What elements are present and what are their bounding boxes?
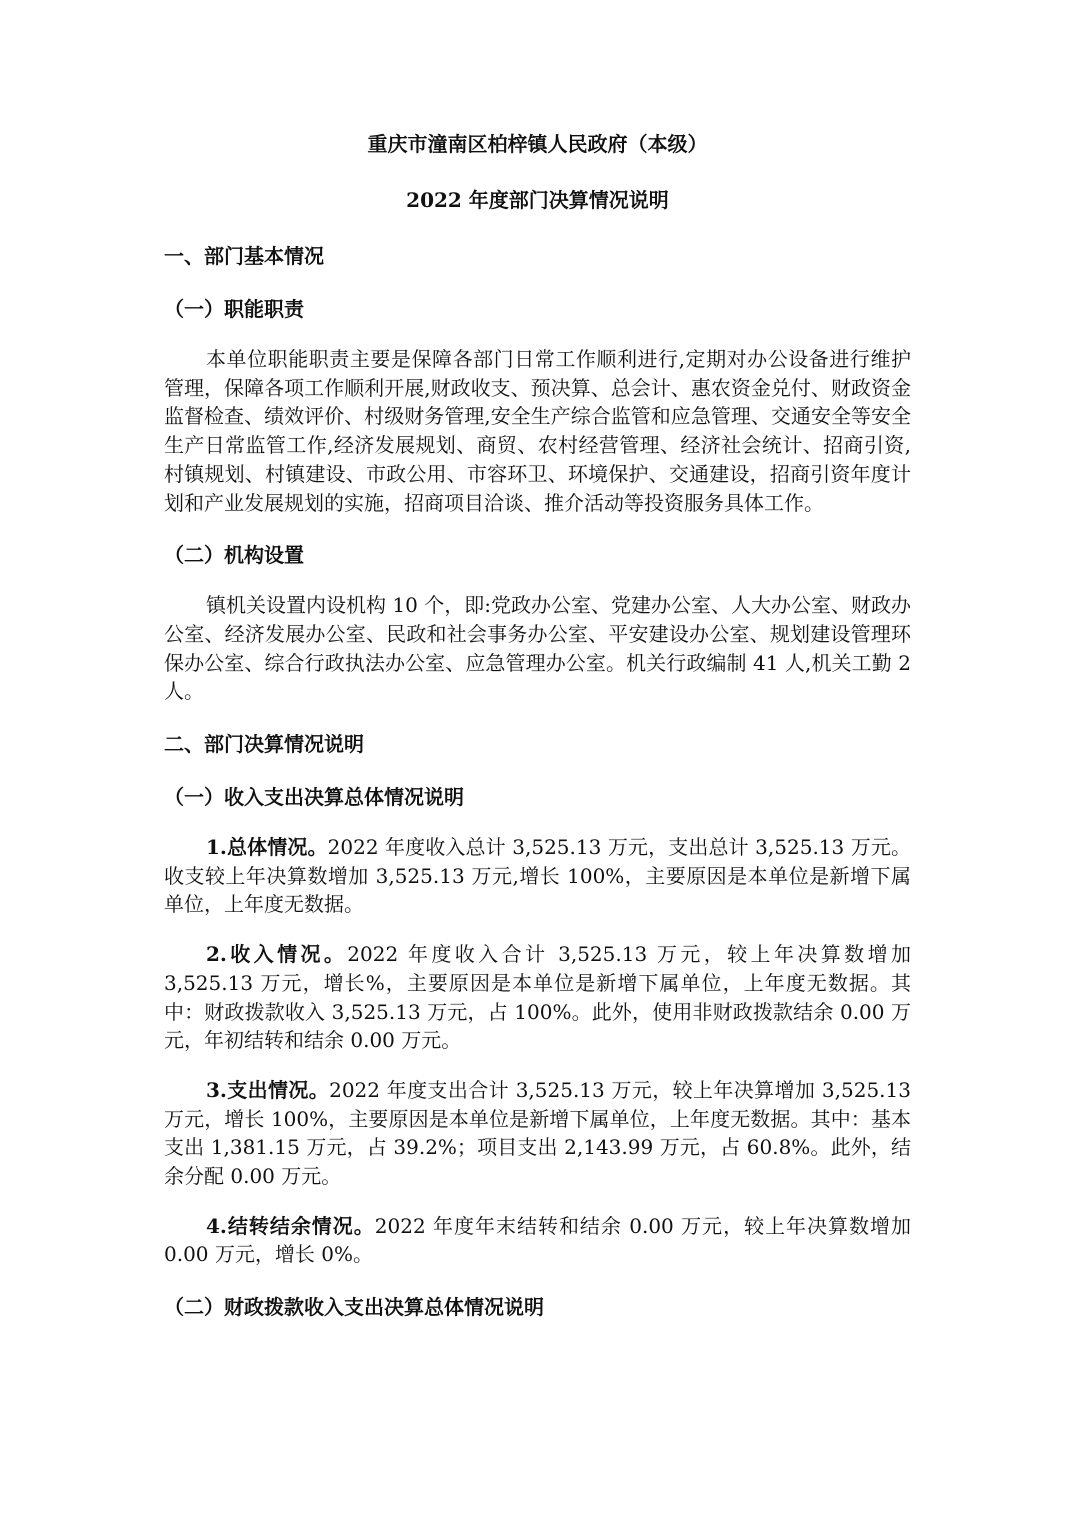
section-heading-basic-info: 一、部门基本情况 xyxy=(164,244,324,268)
subsection-heading-income-expense-overview: （一）收入支出决算总体情况说明 xyxy=(164,785,464,810)
paragraph-body-income: 2022 年度收入合计 3,525.13 万元，较上年决算数增加 3,525.13 万元，增长%，主要原因是本单位是新增下属单位，上年度无数据。其中：财政拨款收入 3,525.13 万元，占 100%。此外，使用非财政拨款结余 0.00 万元，年初结转和结余 0.00 万元。 xyxy=(164,942,911,1053)
subsection-heading-fiscal-appropriation: （二）财政拨款收入支出决算总体情况说明 xyxy=(164,1295,544,1320)
paragraph-body-carryover: 2022 年度年末结转和结余 0.00 万元，较上年决算数增加 0.00 万元，增长 0%。 xyxy=(164,1213,911,1267)
paragraph-expense xyxy=(164,1076,911,1191)
paragraph-lead-expense: 3.支出情况。 xyxy=(206,1077,330,1102)
paragraph-lead-income: 2.收入情况。 xyxy=(206,942,348,967)
paragraph-carryover xyxy=(164,1212,911,1269)
paragraph-organization: 镇机关设置内设机构 10 个，即:党政办公室、党建办公室、人大办公室、财政办公室、经济发展办公室、民政和社会事务办公室、平安建设办公室、规划建设管理环保办公室、综合行政执法办公室、应急管理办公室。机关行政编制 41 人,机关工勤 2 人。 xyxy=(164,593,911,704)
paragraph-body-overall: 2022 年度收入总计 3,525.13 万元，支出总计 3,525.13 万元。收支较上年决算数增加 3,525.13 万元,增长 100%，主要原因是本单位是新增下属单位，上年度无数据。 xyxy=(164,835,911,917)
paragraph-body-expense: 2022 年度支出合计 3,525.13 万元，较上年决算增加 3,525.13 万元，增长 100%，主要原因是本单位是新增下属单位，上年度无数据。其中：基本支出 1,381.15 万元，占 39.2%；项目支出 2,143.99 万元，占 60.8%。此外，结余分配 0.00 万元。 xyxy=(164,1077,911,1189)
paragraph-lead-overall: 1.总体情况。 xyxy=(206,835,328,860)
document-title: 重庆市潼南区柏梓镇人民政府（本级） xyxy=(367,132,708,156)
subsection-heading-organization: （二）机构设置 xyxy=(164,543,304,568)
paragraph-income xyxy=(164,940,911,1055)
paragraph-lead-carryover: 4.结转结余情况。 xyxy=(206,1213,375,1238)
subsection-heading-functions: （一）职能职责 xyxy=(164,297,304,321)
paragraph-functions: 本单位职能职责主要是保障各部门日常工作顺利进行,定期对办公设备进行维护管理，保障各项工作顺利开展,财政收支、预决算、总会计、惠农资金兑付、财政资金监督检查、绩效评价、村级财务管理,安全生产综合监管和应急管理、交通安全等安全生产日常监管工作,经济发展规划、商贸、农村经营管理、经济社会统计、招商引资,村镇规划、村镇建设、市政公用、市容环卫、环境保护、交通建设，招商引资年度计划和产业发展规划的实施，招商项目洽谈、推介活动等投资服务具体工作。 xyxy=(164,347,911,515)
section-heading-final-accounts: 二、部门决算情况说明 xyxy=(164,732,364,757)
paragraph-overall xyxy=(164,833,911,919)
document-subtitle: 2022 年度部门决算情况说明 xyxy=(406,188,669,212)
